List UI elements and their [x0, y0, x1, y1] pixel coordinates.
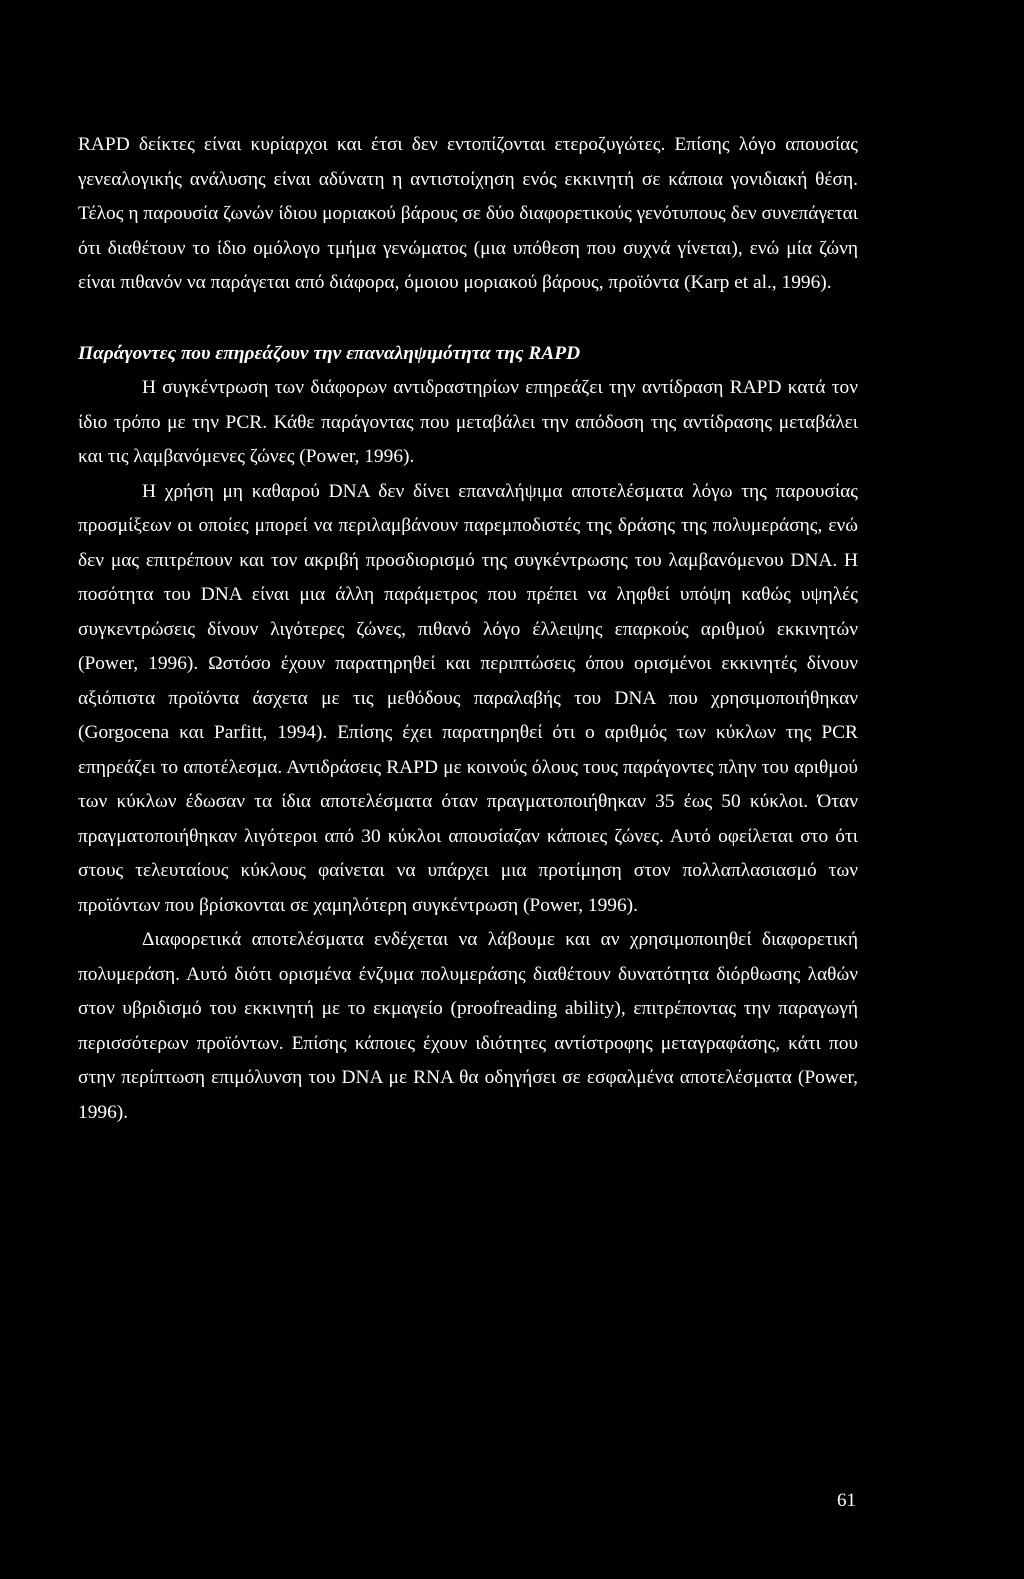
page-number: 61	[837, 1490, 856, 1511]
paragraph-reagents: Η συγκέντρωση των διάφορων αντιδραστηρίων επηρεάζει την αντίδραση RAPD κατά τον ίδιο τρόπο με την PCR. Κάθε παράγοντας που μεταβάλει την απόδοση της αντίδρασης μεταβάλει και τις λαμβανόμενες ζώνες (Power, 1996).	[78, 377, 858, 467]
paragraph-polymerase: Διαφορετικά αποτελέσματα ενδέχεται να λάβουμε και αν χρησιμοποιηθεί διαφορετική πολυμεράση. Αυτό διότι ορισμένα ένζυμα πολυμεράσης διαθέτουν δυνατότητα διόρθωσης λαθών στον υβριδισμό του εκκινητή με το εκμαγείο (proofreading ability), επιτρέποντας την παραγωγή περισσότερων προϊόντων. Επίσης κάποιες έχουν ιδιότητες αντίστροφης μεταγραφάσης, κάτι που στην περίπτωση επιμόλυνση του DNA με RNA θα οδηγήσει σε εσφαλμένα αποτελέσματα (Power, 1996).	[78, 929, 858, 1123]
document-body	[78, 128, 858, 1130]
section-heading: Παράγοντες που επηρεάζουν την επαναληψιμότητα της RAPD	[78, 342, 581, 364]
paragraph-dna-purity: Η χρήση μη καθαρού DNA δεν δίνει επαναλήψιμα αποτελέσματα λόγω της παρουσίας προσμίξεων οι οποίες μπορεί να περιλαμβάνουν παρεμποδιστές της δράσης της πολυμεράσης, ενώ δεν μας επιτρέπουν και τον ακριβή προσδιορισμό της συγκέντρωσης του λαμβανόμενου DNA. Η ποσότητα του DNA είναι μια άλλη παράμετρος που πρέπει να ληφθεί υπόψη καθώς υψηλές συγκεντρώσεις δίνουν λιγότερες ζώνες, πιθανό λόγο έλλειψης επαρκούς αριθμού εκκινητών (Power, 1996). Ωστόσο έχουν παρατηρηθεί και περιπτώσεις όπου ορισμένοι εκκινητές δίνουν αξιόπιστα προϊόντα άσχετα με τις μεθόδους παραλαβής του DNA που χρησιμοποιήθηκαν (Gorgocena και Parfitt, 1994). Επίσης έχει παρατηρηθεί ότι ο αριθμός των κύκλων της PCR επηρεάζει το αποτέλεσμα. Αντιδράσεις RAPD με κοινούς όλους τους παράγοντες πλην του αριθμού των κύκλων έδωσαν τα ίδια αποτελέσματα όταν πραγματοποιήθηκαν 35 έως 50 κύκλοι. Όταν πραγματοποιήθηκαν λιγότεροι από 30 κύκλοι απουσίαζαν κάποιες ζώνες. Αυτό οφείλεται στο ότι στους τελευταίους κύκλους φαίνεται να υπάρχει μια προτίμηση στον πολλαπλασιασμό των προϊόντων που βρίσκονται σε χαμηλότερη συγκέντρωση (Power, 1996).	[78, 480, 858, 916]
paragraph-continuation: RAPD δείκτες είναι κυρίαρχοι και έτσι δεν εντοπίζονται ετεροζυγώτες. Επίσης λόγο απουσίας γενεαλογικής ανάλυσης είναι αδύνατη η αντιστοίχηση ενός εκκινητή σε κάποια γονιδιακή θέση. Τέλος η παρουσία ζωνών ίδιου μοριακού βάρους σε δύο διαφορετικούς γενότυπους δεν συνεπάγεται ότι διαθέτουν το ίδιο ομόλογο τμήμα γενώματος (μια υπόθεση που συχνά γίνεται), ενώ μία ζώνη είναι πιθανόν να παράγεται από διάφορα, όμοιου μοριακού βάρους, προϊόντα (Karp et al., 1996).	[78, 134, 858, 293]
